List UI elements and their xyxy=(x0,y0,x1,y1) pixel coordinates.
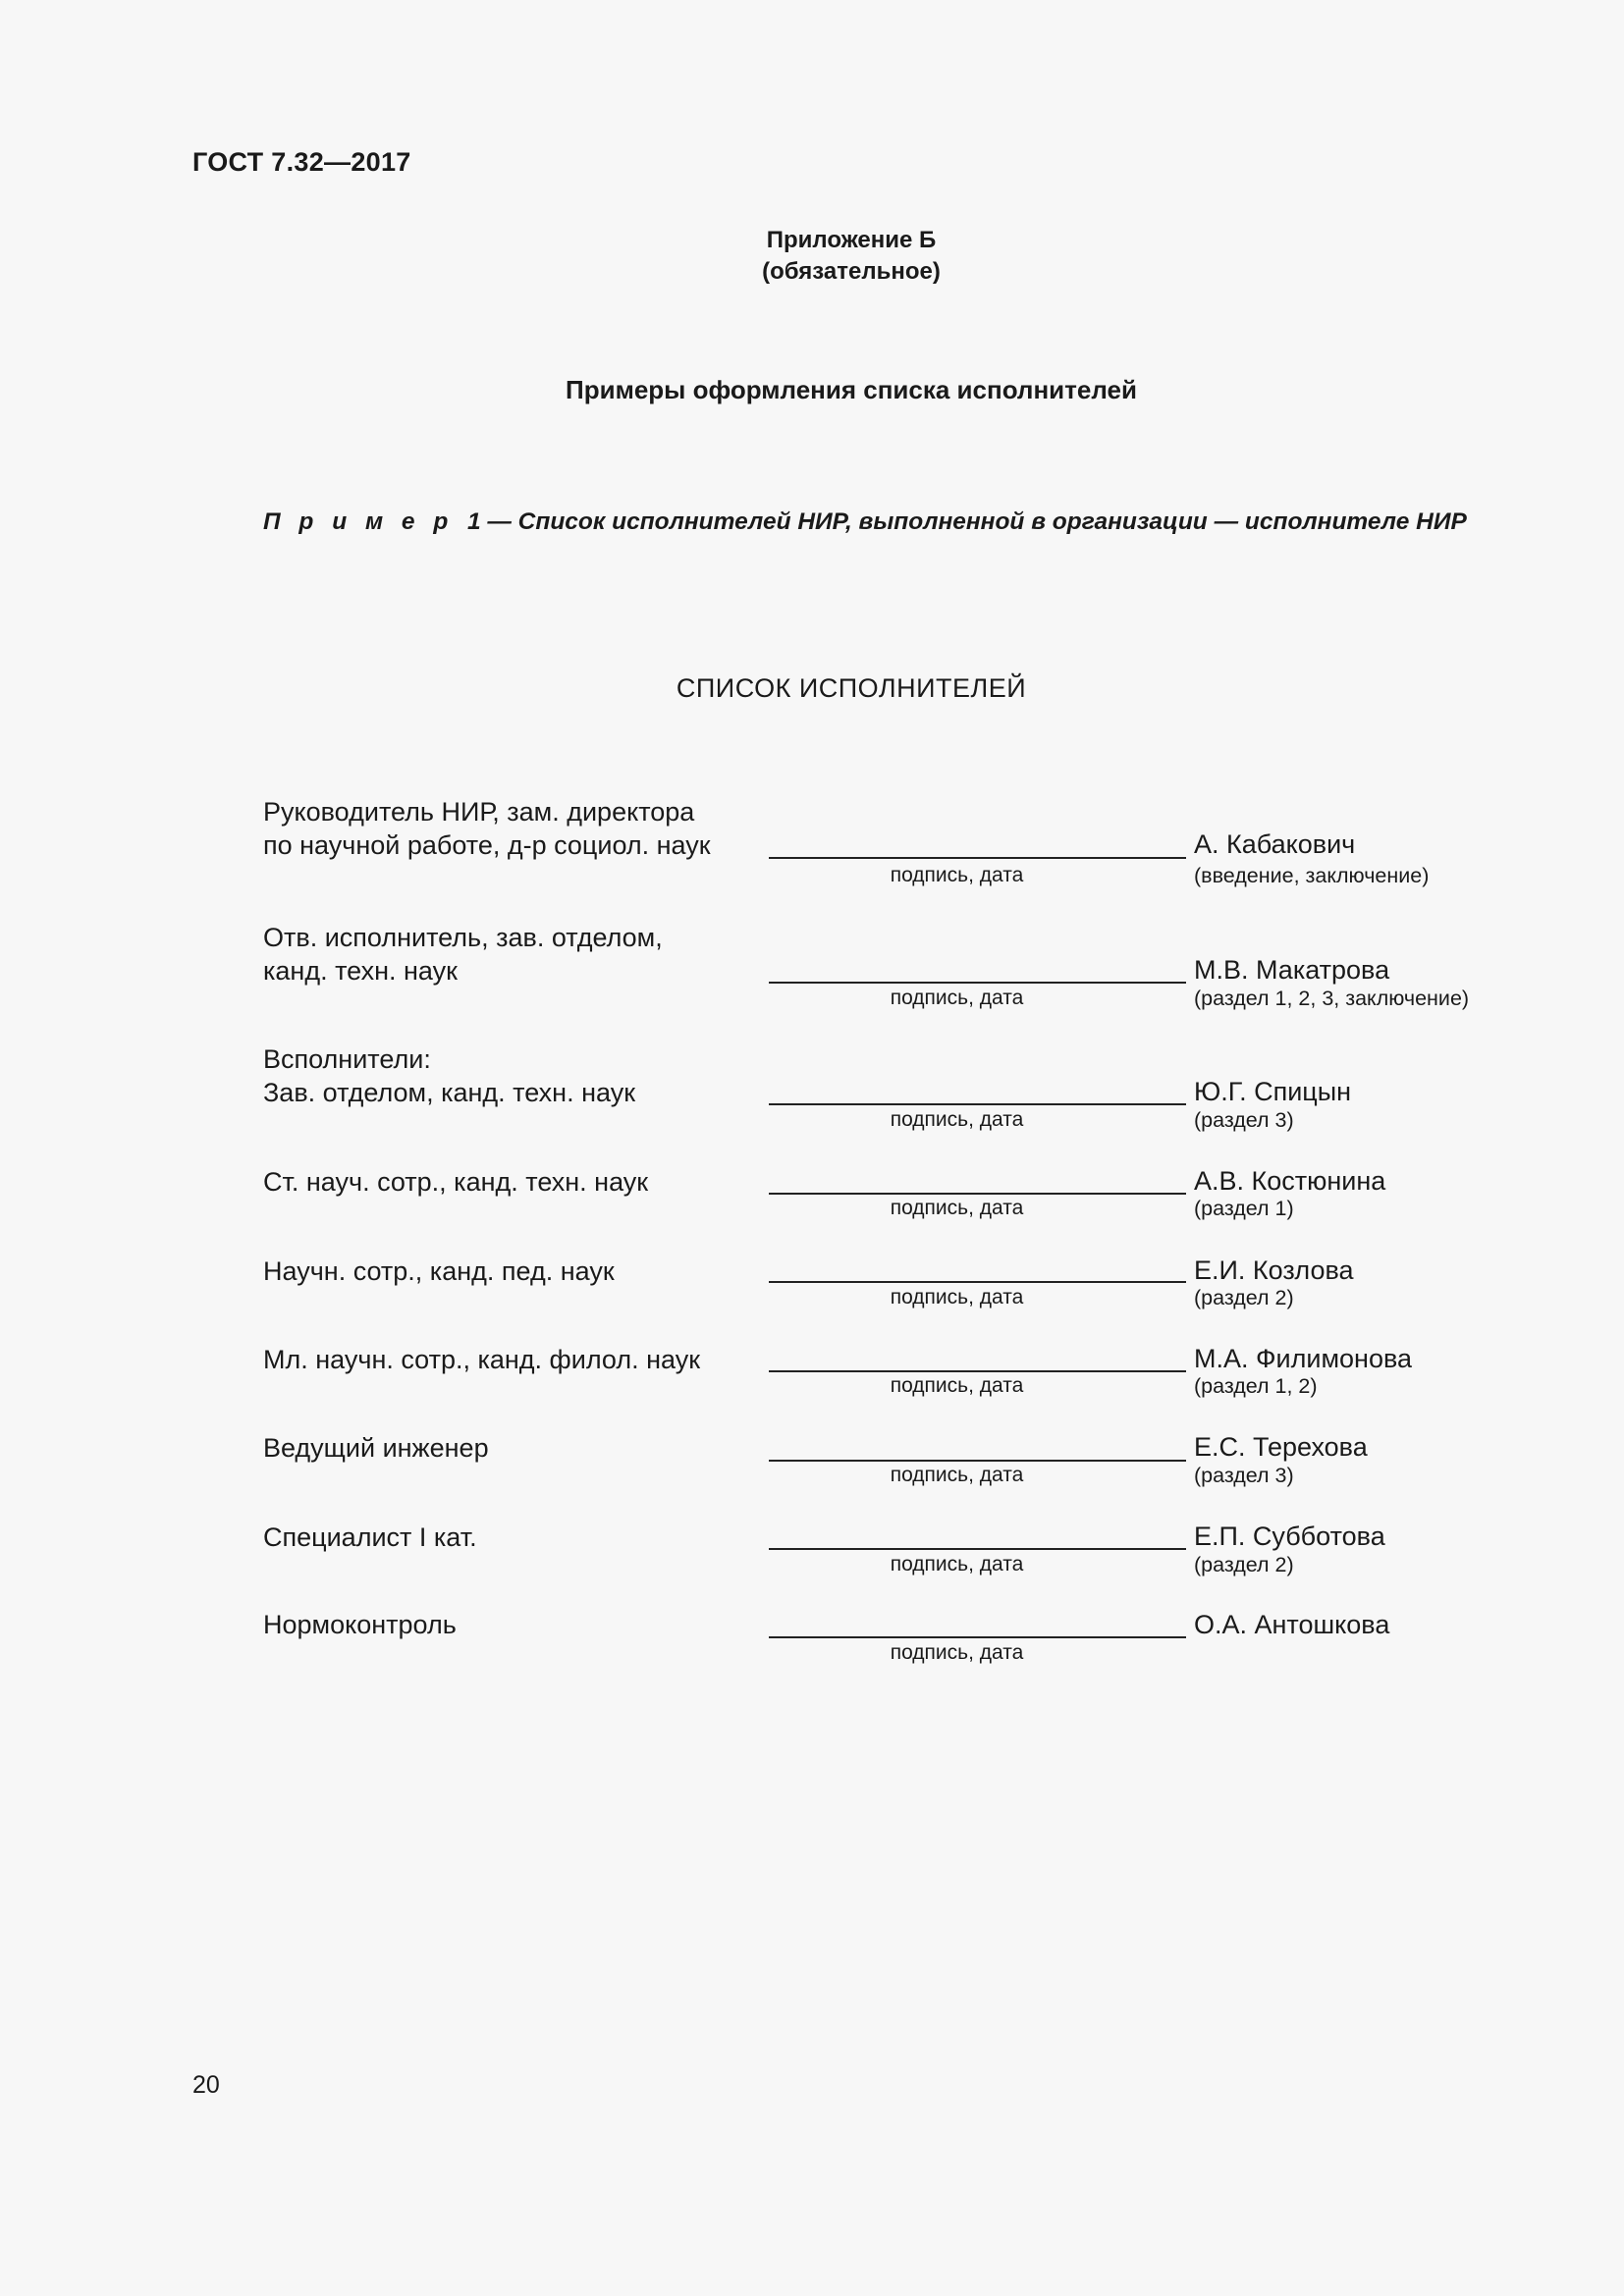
executor-name: М.В. Макатрова xyxy=(1194,955,1390,985)
role-line: Нормоконтроль xyxy=(263,1610,457,1639)
executor-name: Е.С. Терехова xyxy=(1194,1432,1368,1462)
executor-role xyxy=(263,1343,700,1376)
role-line: Руководитель НИР, зам. директора xyxy=(263,797,695,827)
signature-line xyxy=(769,1103,1186,1105)
executor-role xyxy=(263,795,711,862)
executor-role xyxy=(263,1608,457,1641)
executor-contribution: (раздел 3) xyxy=(1194,1464,1294,1487)
role-line: Зав. отделом, канд. техн. наук xyxy=(263,1078,636,1107)
executor-contribution: (раздел 1, 2, 3, заключение) xyxy=(1194,987,1470,1010)
executor-role xyxy=(263,1431,489,1465)
executor-contribution: (раздел 1, 2) xyxy=(1194,1374,1318,1398)
role-line: Научн. сотр., канд. пед. наук xyxy=(263,1256,615,1286)
signature-caption: подпись, дата xyxy=(890,1374,1024,1397)
standard-code: ГОСТ 7.32—2017 xyxy=(192,147,411,177)
executor-name: Ю.Г. Спицын xyxy=(1194,1077,1352,1106)
example-heading xyxy=(263,508,1467,536)
section-title: Примеры оформления списка исполнителей xyxy=(566,375,1137,404)
signature-line xyxy=(769,1548,1186,1550)
signature-caption: подпись, дата xyxy=(890,987,1024,1009)
signature-caption: подпись, дата xyxy=(890,1641,1024,1664)
executor-role xyxy=(263,1255,615,1288)
signature-caption: подпись, дата xyxy=(890,864,1024,886)
role-line: Всполнители: xyxy=(263,1044,431,1074)
executor-name: А. Кабакович xyxy=(1194,829,1356,859)
signature-line xyxy=(769,1370,1186,1372)
example-label: П р и м е р xyxy=(263,508,455,535)
role-line: Специалист I кат. xyxy=(263,1522,477,1552)
executor-role xyxy=(263,1165,648,1199)
executor-name: Е.И. Козлова xyxy=(1194,1255,1354,1285)
signature-line xyxy=(769,1460,1186,1462)
example-text: 1 — Список исполнителей НИР, выполненной в организации — исполнителе НИР xyxy=(466,508,1467,535)
signature-caption: подпись, дата xyxy=(890,1464,1024,1486)
role-line: Мл. научн. сотр., канд. филол. наук xyxy=(263,1345,701,1374)
signature-line xyxy=(769,982,1186,984)
signature-line xyxy=(769,1636,1186,1638)
executor-contribution: (раздел 2) xyxy=(1194,1286,1294,1309)
executor-contribution: (введение, заключение) xyxy=(1194,864,1430,887)
signature-caption: подпись, дата xyxy=(890,1108,1024,1131)
list-title: СПИСОК ИСПОЛНИТЕЛЕЙ xyxy=(676,673,1027,703)
executor-role xyxy=(263,1521,477,1554)
appendix-label: Приложение Б xyxy=(766,227,937,253)
appendix-status: (обязательное) xyxy=(762,258,941,285)
role-line: Ведущий инженер xyxy=(263,1433,489,1463)
page-number: 20 xyxy=(192,2071,220,2099)
executor-contribution: (раздел 2) xyxy=(1194,1553,1294,1576)
executor-role xyxy=(263,921,663,988)
executor-name: О.А. Антошкова xyxy=(1194,1610,1390,1639)
executor-name: А.В. Костюнина xyxy=(1194,1166,1386,1196)
role-line: по научной работе, д-р социол. наук xyxy=(263,830,711,860)
signature-caption: подпись, дата xyxy=(890,1197,1024,1219)
role-line: Отв. исполнитель, зав. отделом, xyxy=(263,923,663,952)
executor-contribution: (раздел 1) xyxy=(1194,1197,1294,1220)
executor-name: Е.П. Субботова xyxy=(1194,1522,1385,1551)
signature-caption: подпись, дата xyxy=(890,1553,1024,1575)
signature-line xyxy=(769,1281,1186,1283)
signature-line xyxy=(769,1193,1186,1195)
signature-caption: подпись, дата xyxy=(890,1286,1024,1308)
executor-role xyxy=(263,1042,635,1109)
role-line: Ст. науч. сотр., канд. техн. наук xyxy=(263,1167,649,1197)
executor-name: М.А. Филимонова xyxy=(1194,1344,1413,1373)
signature-line xyxy=(769,857,1186,859)
role-line: канд. техн. наук xyxy=(263,956,458,986)
appendix-heading xyxy=(0,225,1624,288)
executor-contribution: (раздел 3) xyxy=(1194,1108,1294,1132)
